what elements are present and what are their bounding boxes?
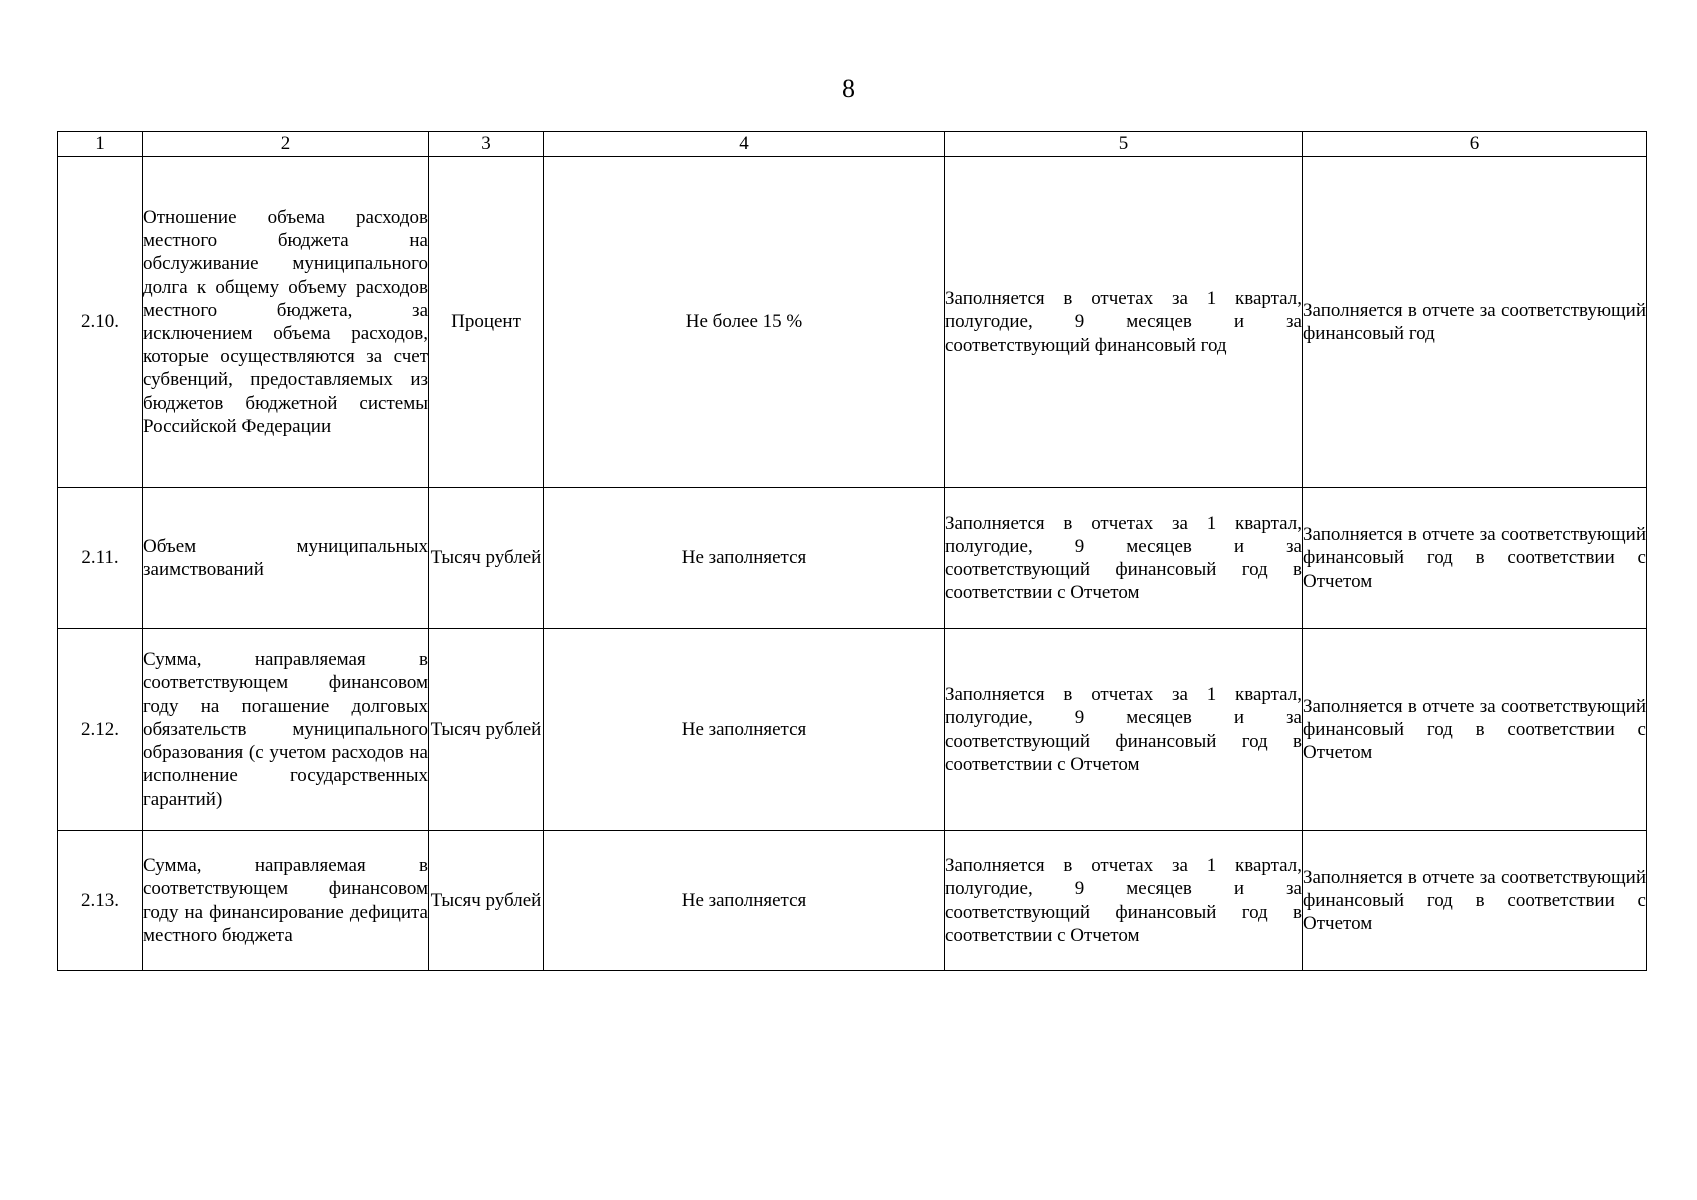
unit-of-measure: Тысяч рублей [429,488,544,629]
table-row [58,157,1647,488]
page-number: 8 [842,74,855,103]
row-number: 2.11. [58,488,143,629]
quarterly-report-note: Заполняется в отчетах за 1 квартал, полугодие, 9 месяцев и за соответствующий финансовый год в соответствии с Отчетом [945,831,1303,971]
column-header: 3 [429,132,544,157]
column-header: 5 [945,132,1303,157]
indicator-name: Отношение объема расходов местного бюджета на обслуживание муниципального долга к общему объему расходов местного бюджета, за исключением объема расходов, которые осуществляются за счет субвенций, предоставляемых из бюджетов бюджетной системы Российской Федерации [143,157,429,488]
unit-of-measure: Тысяч рублей [429,831,544,971]
column-header: 4 [544,132,945,157]
row-number: 2.10. [58,157,143,488]
quarterly-report-note: Заполняется в отчетах за 1 квартал, полугодие, 9 месяцев и за соответствующий финансовый год в соответствии с Отчетом [945,629,1303,831]
table-header-row [58,132,1647,157]
row-number: 2.12. [58,629,143,831]
table-row [58,831,1647,971]
indicator-value: Не заполняется [544,831,945,971]
unit-of-measure: Тысяч рублей [429,629,544,831]
indicators-table [57,131,1647,971]
quarterly-report-note: Заполняется в отчетах за 1 квартал, полугодие, 9 месяцев и за соответствующий финансовый год в соответствии с Отчетом [945,488,1303,629]
column-header: 6 [1303,132,1647,157]
quarterly-report-note: Заполняется в отчетах за 1 квартал, полугодие, 9 месяцев и за соответствующий финансовый год [945,157,1303,488]
annual-report-note: Заполняется в отчете за соответствующий финансовый год в соответствии с Отчетом [1303,831,1647,971]
indicator-name: Сумма, направляемая в соответствующем финансовом году на финансирование дефицита местного бюджета [143,831,429,971]
indicator-value: Не заполняется [544,488,945,629]
indicator-value: Не заполняется [544,629,945,831]
table-row [58,629,1647,831]
indicator-value: Не более 15 % [544,157,945,488]
indicator-name: Сумма, направляемая в соответствующем финансовом году на погашение долговых обязательств муниципального образования (с учетом расходов на исполнение государственных гарантий) [143,629,429,831]
table-row [58,488,1647,629]
row-number: 2.13. [58,831,143,971]
annual-report-note: Заполняется в отчете за соответствующий финансовый год в соответствии с Отчетом [1303,629,1647,831]
annual-report-note: Заполняется в отчете за соответствующий финансовый год [1303,157,1647,488]
unit-of-measure: Процент [429,157,544,488]
annual-report-note: Заполняется в отчете за соответствующий финансовый год в соответствии с Отчетом [1303,488,1647,629]
indicator-name: Объем муниципальных заимствований [143,488,429,629]
column-header: 1 [58,132,143,157]
column-header: 2 [143,132,429,157]
